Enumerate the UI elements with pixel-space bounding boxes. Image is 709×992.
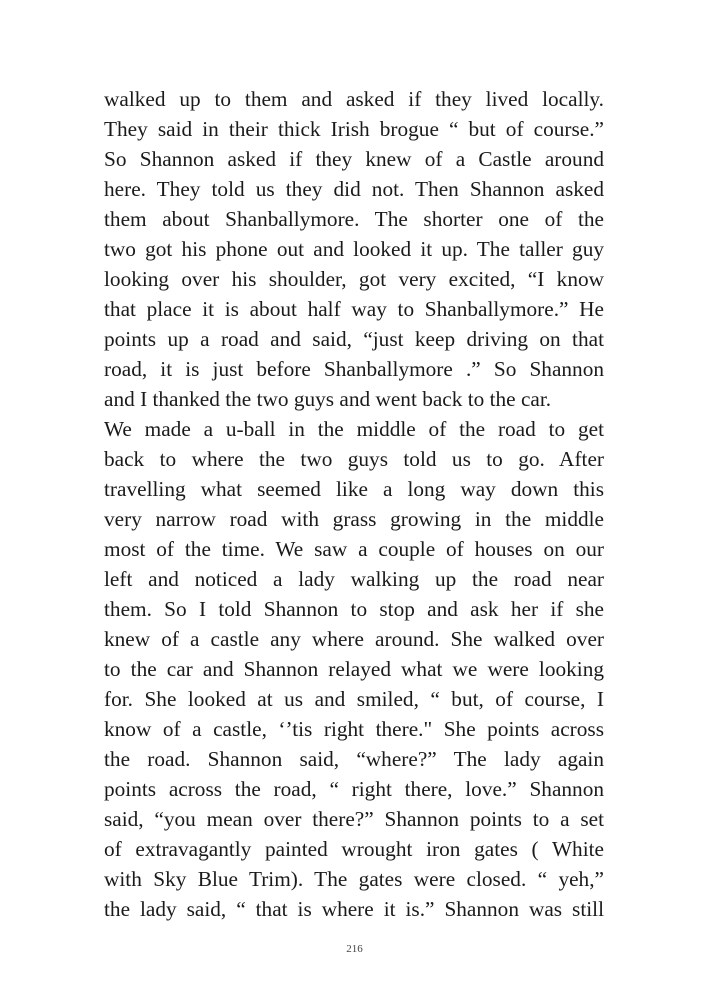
text-line: travelling what seemed like a long way down this <box>104 477 604 501</box>
text-line: points up a road and said, “just keep driving on that <box>104 327 604 351</box>
text-line: knew of a castle any where around. She walked over <box>104 627 604 651</box>
page-number: 216 <box>346 943 363 955</box>
text-line: said, “you mean over there?” Shannon points to a set <box>104 807 604 831</box>
text-line: walked up to them and asked if they lived locally. <box>104 87 604 111</box>
text-line: We made a u-ball in the middle of the road to get <box>104 417 604 441</box>
body-text <box>104 84 604 924</box>
text-line: the road. Shannon said, “where?” The lady again <box>104 747 604 771</box>
text-line: most of the time. We saw a couple of houses on our <box>104 537 604 561</box>
text-line: with Sky Blue Trim). The gates were closed. “ yeh,” <box>104 867 604 891</box>
text-line: points across the road, “ right there, love.” Shannon <box>104 777 604 801</box>
text-line: very narrow road with grass growing in the middle <box>104 507 604 531</box>
text-line: here. They told us they did not. Then Shannon asked <box>104 177 604 201</box>
text-line: know of a castle, ‘’tis right there." She points across <box>104 717 604 741</box>
text-line: road, it is just before Shanballymore .” So Shannon <box>104 357 604 381</box>
text-line: So Shannon asked if they knew of a Castle around <box>104 147 604 171</box>
text-line: to the car and Shannon relayed what we were looking <box>104 657 604 681</box>
text-line: left and noticed a lady walking up the road near <box>104 567 604 591</box>
text-line: of extravagantly painted wrought iron gates ( White <box>104 837 604 861</box>
text-line: They said in their thick Irish brogue “ but of course.” <box>104 117 604 141</box>
text-line: and I thanked the two guys and went back to the car. <box>104 387 552 411</box>
text-line: the lady said, “ that is where it is.” Shannon was still <box>104 897 604 921</box>
text-line: looking over his shoulder, got very excited, “I know <box>104 267 604 291</box>
text-line: back to where the two guys told us to go. After <box>104 447 604 471</box>
text-line: them. So I told Shannon to stop and ask her if she <box>104 597 604 621</box>
text-line: for. She looked at us and smiled, “ but, of course, I <box>104 687 604 711</box>
text-line: that place it is about half way to Shanballymore.” He <box>104 297 604 321</box>
text-line: them about Shanballymore. The shorter one of the <box>104 207 604 231</box>
text-line: two got his phone out and looked it up. The taller guy <box>104 237 604 261</box>
